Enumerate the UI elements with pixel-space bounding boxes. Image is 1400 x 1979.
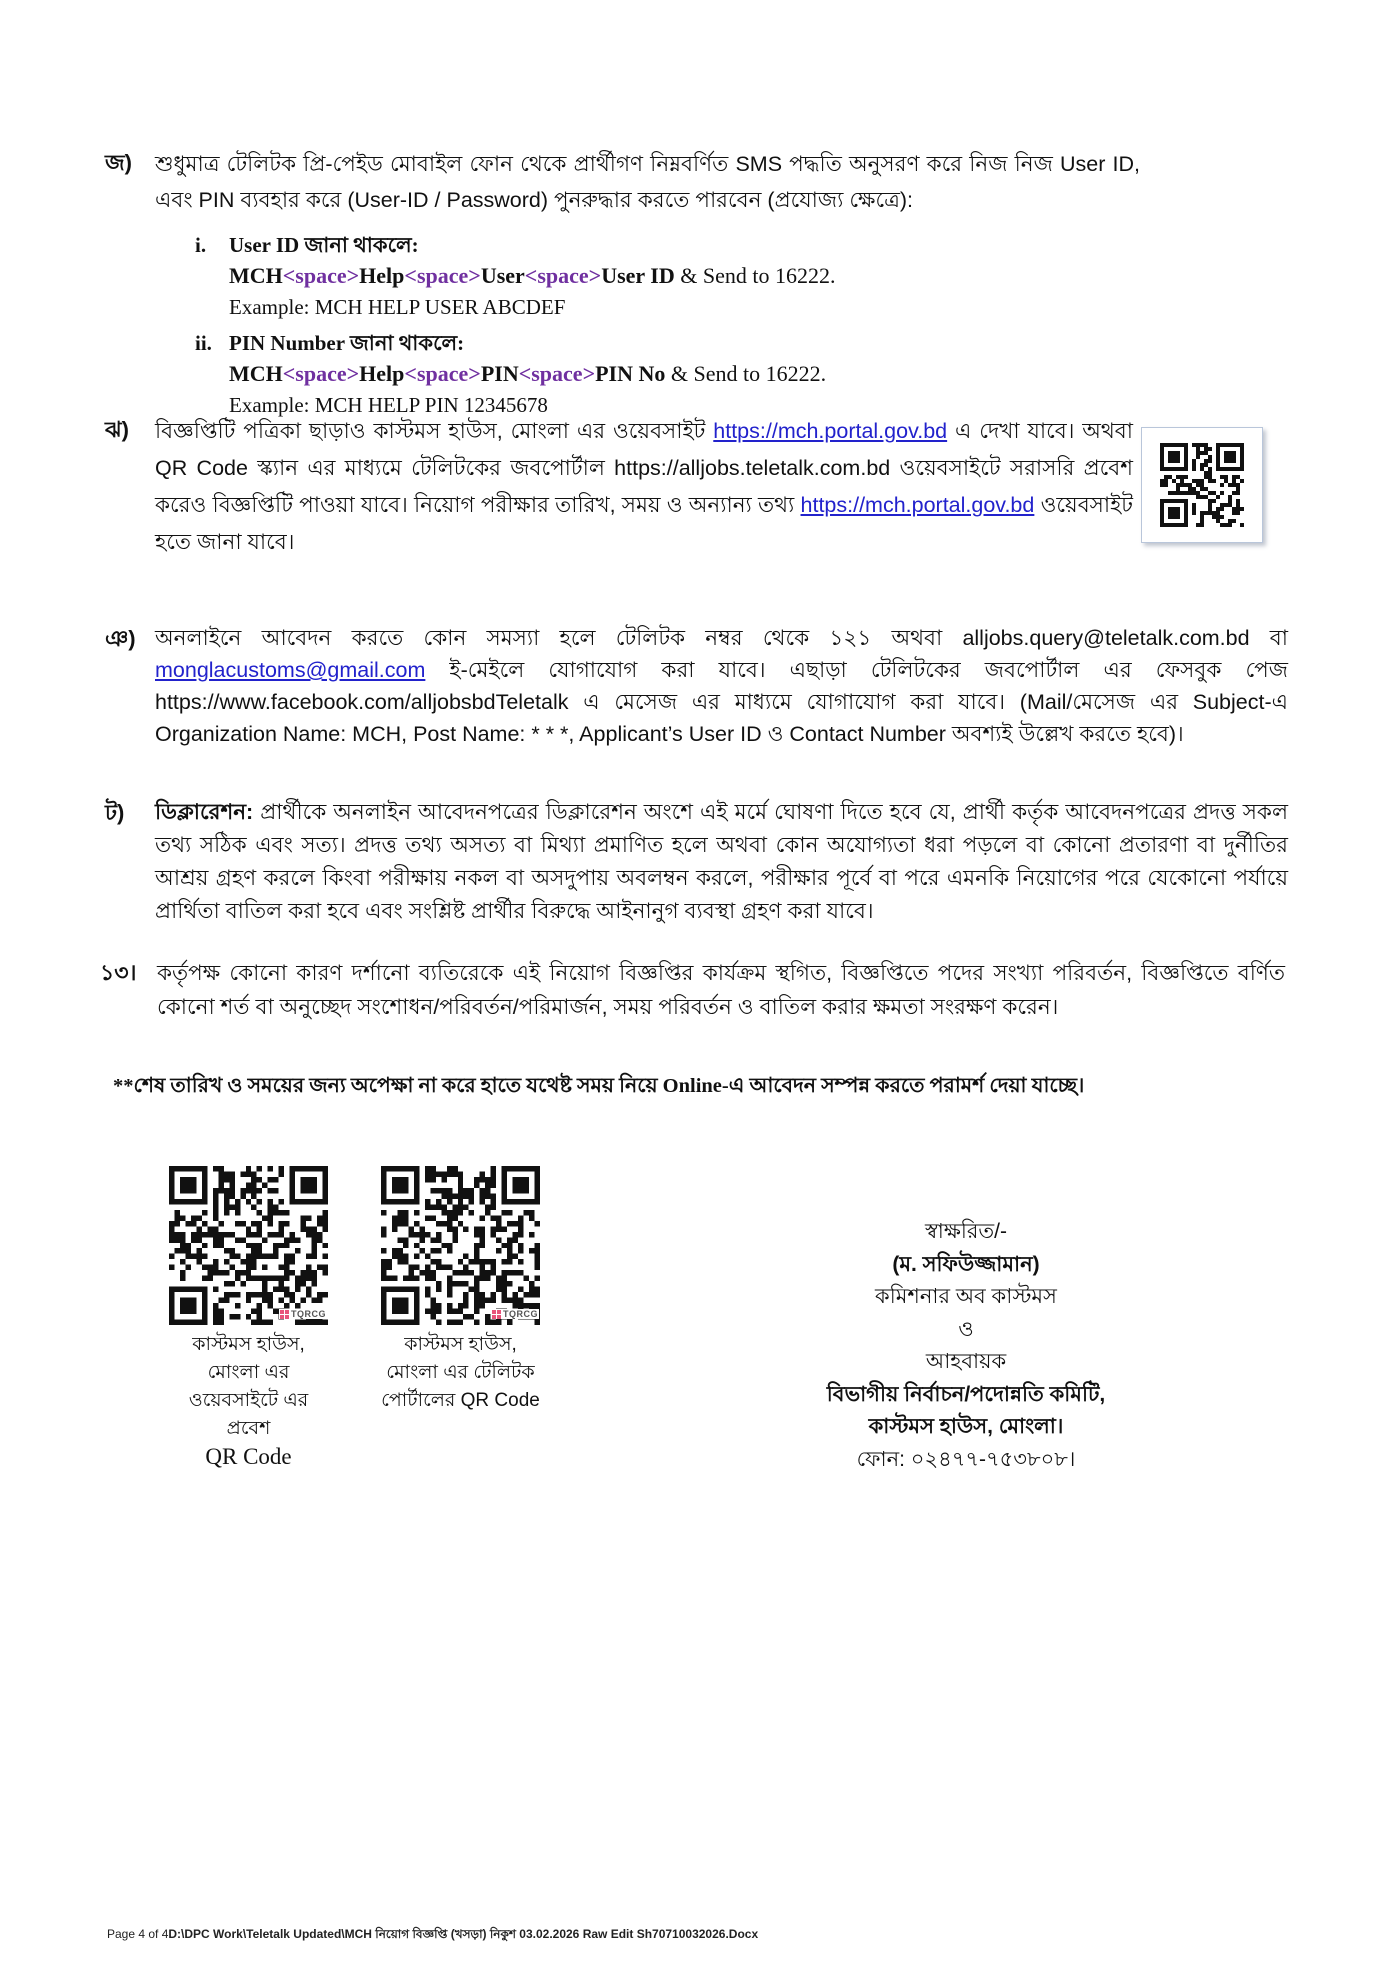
committee-name: বিভাগীয় নির্বাচন/পদোন্নতি কমিটি, (826, 1382, 1106, 1406)
tqrcg-logo-icon (492, 1310, 501, 1319)
signatory-name: (ম. সফিউজ্জামান) (892, 1252, 1040, 1276)
cmd-word: MCH (229, 361, 283, 386)
section-nio-text (155, 622, 1288, 750)
tqrcg-logo-icon (280, 1310, 289, 1319)
jha-text-2: এ দেখা যাবে। অথবা QR Code স্ক্যান এর মাধ্যমে টেলিটকের জবপোর্টাল https://alljobs.teletalk.com.bd ওয়েবসাইটে সরাসরি প্রবেশ করেও বিজ্ঞপ্তিটি পাওয়া যাবে। নিয়োগ পরীক্ষার তারিখ, সময় ও অন্যান্য তথ্য (155, 419, 1134, 517)
section-nio-label: ঞ) (105, 626, 136, 651)
sms-example-pin: Example: MCH HELP PIN 12345678 (229, 393, 548, 417)
deadline-note: **শেষ তারিখ ও সময়ের জন্য অপেক্ষা না করে হাতে যথেষ্ট সময় নিয়ে Online-এ আবেদন সম্পন্ন করতে পরামর্শ দেয়া যাচ্ছে। (113, 1075, 1085, 1097)
caption-line: কাস্টমস হাউস, মোংলা এর (192, 1334, 305, 1383)
caption-line: পোর্টালের QR Code (381, 1390, 540, 1411)
cmd-word: PIN (480, 361, 519, 386)
section-nio (105, 622, 1290, 750)
signature-block (790, 1216, 1142, 1476)
declaration-body: প্রার্থীকে অনলাইন আবেদনপত্রের ডিক্লারেশন অংশে এই মর্মে ঘোষণা দিতে হবে যে, প্রার্থী কর্তৃক আবেদনপত্রের প্রদত্ত সকল তথ্য সঠিক এবং সত্য। প্রদত্ত তথ্য অসত্য বা মিথ্যা প্রমাণিত হলে অথবা কোন অযোগ্যতা ধরা পড়লে বা কোনো প্রতারণা বা দুর্নীতির আশ্রয় গ্রহণ করলে কিংবা পরীক্ষায় নকল বা অসদুপায় অবলম্বন করলে, পরীক্ষার পূর্বে বা পরে এমনকি নিয়োগের পরে যেকোনো পর্যায়ে প্রার্থিতা বাতিল করা হবে এবং সংশ্লিষ্ট প্রার্থীর বিরুদ্ধে আইনানুগ ব্যবস্থা গ্রহণ করা যাবে। (155, 800, 1289, 923)
caption-line: ওয়েবসাইটে এর প্রবেশ (188, 1390, 309, 1439)
sub-item-user-id (195, 230, 835, 322)
monglacustoms-email-link[interactable]: monglacustoms@gmail.com (155, 658, 426, 682)
mch-portal-link-2[interactable]: https://mch.portal.gov.bd (800, 493, 1035, 517)
and-word: ও (958, 1317, 974, 1341)
space-tag: <space> (518, 361, 596, 386)
teletalk-qr-caption (380, 1331, 541, 1415)
space-tag: <space> (282, 263, 360, 288)
website-qr-block (168, 1166, 329, 1471)
nio-text-1: অনলাইনে আবেদন করতে কোন সমস্যা হলে টেলিটক নম্বর থেকে ১২১ অথবা alljobs.query@teletalk.com.bd বা (155, 626, 1288, 650)
cmd-word: PIN No (595, 361, 666, 386)
qr-watermark-text: TQRCG (503, 1309, 538, 1319)
jobportal-qr-image (1141, 427, 1263, 543)
space-tag: <space> (524, 263, 602, 288)
sub-item-pin (195, 328, 826, 420)
phone-number: ফোন: ০২৪৭৭-৭৫৩৮০৮। (856, 1447, 1076, 1471)
page-number: Page 4 of 4 (107, 1927, 169, 1941)
section-ja (105, 146, 1140, 218)
cmd-word: Help (359, 361, 405, 386)
section-jha-label: ঝ) (105, 417, 129, 442)
section-jha (105, 413, 1135, 561)
signatory-title: কমিশনার অব কাস্টমস (875, 1285, 1057, 1308)
sub-item-i-number: i. (195, 233, 207, 257)
section-ta-text (155, 796, 1288, 928)
cmd-word: Help (359, 263, 405, 288)
sub-item-ii-number: ii. (195, 331, 212, 355)
qr-watermark-text: TQRCG (291, 1309, 326, 1319)
caption-line: QR Code (205, 1444, 292, 1469)
sms-command-user (229, 260, 835, 292)
cmd-tail: & Send to 16222. (665, 361, 827, 386)
sms-example-user: Example: MCH HELP USER ABCDEF (229, 295, 566, 319)
sub-item-ii-heading: PIN Number জানা থাকলে: (229, 331, 465, 355)
qr-code-teletalk (380, 1166, 541, 1325)
jha-text-1: বিজ্ঞপ্তিটি পত্রিকা ছাড়াও কাস্টমস হাউস, মোংলা এর ওয়েবসাইট (155, 419, 714, 443)
caption-line: কাস্টমস হাউস, (404, 1334, 517, 1355)
section-ta (105, 796, 1290, 928)
declaration-lead: ডিক্লারেশন: (155, 800, 254, 824)
item-13-label: ১৩। (100, 960, 137, 985)
teletalk-qr-block (380, 1166, 541, 1415)
sms-command-pin (229, 358, 826, 390)
convener-label: আহবায়ক (925, 1350, 1007, 1373)
space-tag: <space> (404, 361, 481, 386)
website-qr-image (168, 1166, 329, 1325)
caption-line: মোংলা এর টেলিটক (386, 1362, 535, 1383)
qr-watermark (491, 1309, 539, 1319)
item-13 (100, 956, 1290, 1024)
website-qr-caption (168, 1331, 329, 1471)
cmd-word: User (480, 263, 525, 288)
section-ta-label: ট) (105, 800, 125, 825)
section-jha-text (155, 413, 1133, 561)
nio-text-2: ই-মেইলে যোগাযোগ করা যাবে। এছাড়া টেলিটকের জবপোর্টাল এর ফেসবুক পেজ https://www.facebook.com/alljobsbdTeletalk এ মেসেজ এর মাধ্যমে যোগাযোগ করা যাবে। (Mail/মেসেজ এর Subject-এ Organization Name: MCH, Post Name: * * *, Applicant’s User ID ও Contact Number অবশ্যই উল্লেখ করতে হবে)। (155, 658, 1288, 746)
section-ja-text: শুধুমাত্র টেলিটক প্রি-পেইড মোবাইল ফোন থেকে প্রার্থীগণ নিম্নবর্ণিত SMS পদ্ধতি অনুসরণ করে নিজ নিজ User ID, এবং PIN ব্যবহার করে (User-ID / Password) পুনরুদ্ধার করতে পারবেন (প্রযোজ্য ক্ষেত্রে): (155, 152, 1140, 212)
jha-text-3: ওয়েবসাইট হতে জানা যাবে। (155, 493, 1134, 554)
cmd-word: User ID (601, 263, 675, 288)
item-13-text: কর্তৃপক্ষ কোনো কারণ দর্শানো ব্যতিরেকে এই নিয়োগ বিজ্ঞপ্তির কার্যক্রম স্থগিত, বিজ্ঞপ্তিতে পদের সংখ্যা পরিবর্তন, বিজ্ঞপ্তিতে বর্ণিত কোনো শর্ত বা অনুচ্ছেদ সংশোধন/পরিবর্তন/পরিমার্জন, সময় পরিবর্তন ও বাতিল করার ক্ষমতা সংরক্ষণ করেন। (157, 961, 1285, 1019)
sub-item-i-heading: User ID জানা থাকলে: (229, 233, 419, 257)
file-path: D:\DPC Work\Teletalk Updated\MCH নিয়োগ বিজ্ঞপ্তি (খসড়া) নিকুশ 03.02.2026 Raw Edit Sh70710032026.Docx (168, 1927, 759, 1941)
page-footer (107, 1926, 758, 1946)
signed-label: স্বাক্ষরিত/- (924, 1220, 1008, 1243)
mch-portal-link[interactable]: https://mch.portal.gov.bd (713, 419, 948, 443)
teletalk-qr-image (380, 1166, 541, 1325)
office-name: কাস্টমস হাউস, মোংলা। (868, 1415, 1064, 1438)
qr-code-small (1160, 443, 1244, 527)
cmd-tail: & Send to 16222. (674, 263, 836, 288)
section-ja-label: জ) (105, 150, 133, 175)
space-tag: <space> (282, 361, 360, 386)
cmd-word: MCH (229, 263, 283, 288)
space-tag: <space> (404, 263, 481, 288)
qr-watermark (279, 1309, 327, 1319)
qr-code-website (168, 1166, 329, 1325)
